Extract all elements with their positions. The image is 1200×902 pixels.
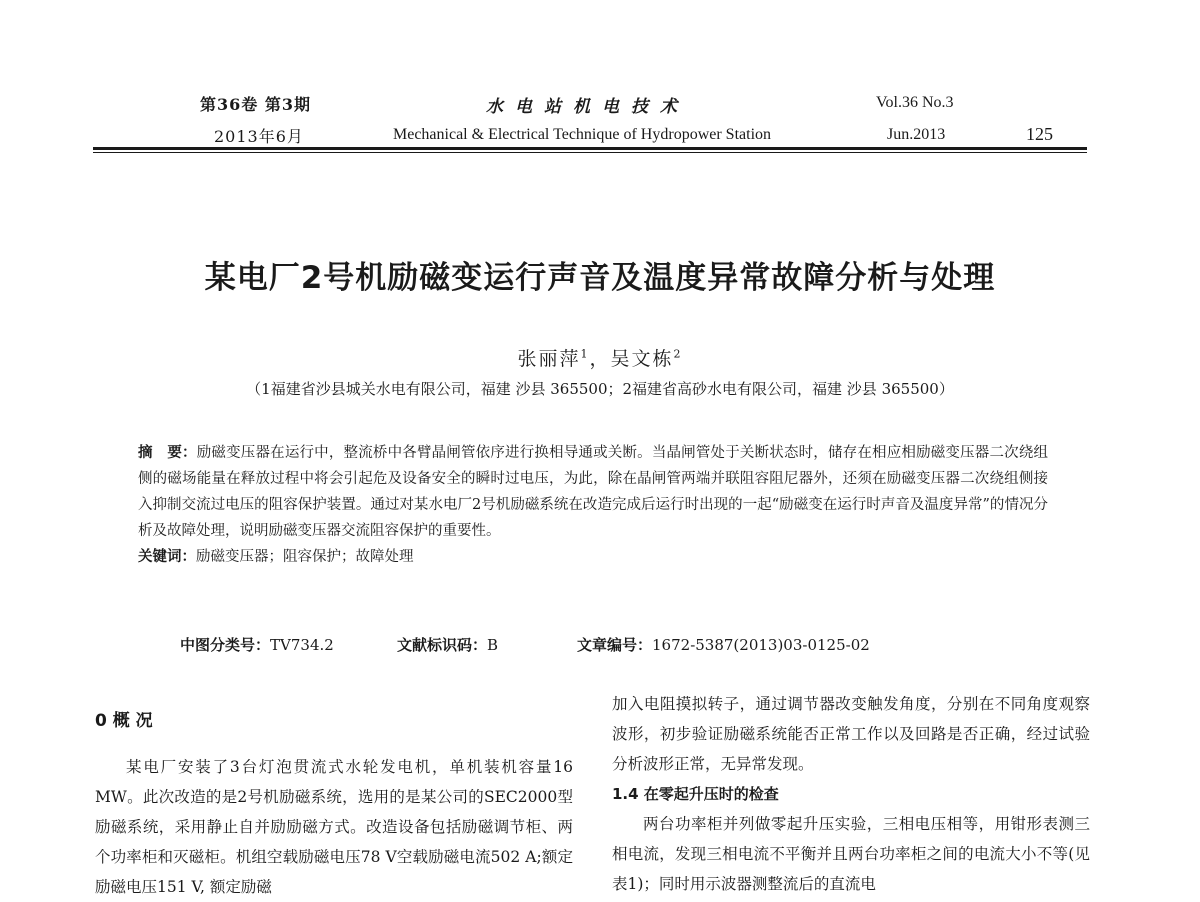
keywords-label: 关键词： xyxy=(138,549,196,565)
section-14-paragraph: 两台功率柜并列做零起升压实验，三相电压相等，用钳形表测三相电流，发现三相电流不平衡并且两台功率柜之间的电流大小不等(见表1)；同时用示波器测整流后的直流电 xyxy=(612,815,1090,893)
body-right-column xyxy=(612,689,1090,899)
doc-value: B xyxy=(487,636,499,654)
page-number: 125 xyxy=(1026,124,1053,144)
section-14-heading: 1.4 在零起升压时的检查 xyxy=(612,785,779,803)
author-2: ，吴文栋 xyxy=(589,348,674,370)
section-0-heading: 0 概 况 xyxy=(95,711,153,731)
abstract-label: 摘 要： xyxy=(138,445,197,461)
clc-value: TV734.2 xyxy=(270,636,334,654)
article-affiliation: （1福建省沙县城关水电有限公司，福建 沙县 365500；2福建省高砂水电有限公司，福建 沙县 365500） xyxy=(246,380,954,398)
body-left-column xyxy=(95,706,573,902)
clc-label: 中图分类号： xyxy=(180,636,271,654)
article-authors xyxy=(0,344,1200,371)
abstract-paragraph xyxy=(138,440,1048,544)
section-13-continuation: 加入电阻摸拟转子，通过调节器改变触发角度，分别在不同角度观察波形，初步验证励磁系统能否正常工作以及回路是否正确，经过试验分析波形正常，无异常发现。 xyxy=(612,695,1090,773)
author-1-affil-mark: 1 xyxy=(580,347,590,361)
section-0-paragraph: 某电厂安装了3台灯泡贯流式水轮发电机，单机装机容量16 MW。此次改造的是2号机励磁系统，选用的是某公司的SEC2000型励磁系统，采用静止自并励励磁方式。改造设备包括励磁调节柜、两个功率柜和灭磁柜。机组空载励磁电压78 V空载励磁电流502 A;额定励磁电压151 V, 额定励磁 xyxy=(95,758,573,896)
clc-number xyxy=(180,634,334,655)
header-volume-cn: 第36卷 第3期 xyxy=(200,95,311,114)
abstract-block xyxy=(138,440,1048,570)
header-volume-en: Vol.36 No.3 xyxy=(876,94,954,111)
author-2-affil-mark: 2 xyxy=(673,347,683,361)
header-date-en: Jun.2013 xyxy=(887,126,946,143)
header-date-cn: 2013年6月 xyxy=(214,127,304,146)
header-rule-thin xyxy=(93,152,1087,153)
abstract-text: 励磁变压器在运行中，整流桥中各臂晶闸管依序进行换相导通或关断。当晶闸管处于关断状态时，储存在相应相励磁变压器二次绕组侧的磁场能量在释放过程中将会引起危及设备安全的瞬时过电压，为此，除在晶闸管两端并联阻容阻尼器外，还须在励磁变压器二次绕组侧接入抑制交流过电压的阻容保护装置。通过对某水电厂2号机励磁系统在改造完成后运行时出现的一起“励磁变在运行时声音及温度异常”的情况分析及故障处理，说明励磁变压器交流阻容保护的重要性。 xyxy=(138,445,1049,539)
keywords-text: 励磁变压器；阻容保护；故障处理 xyxy=(196,549,414,565)
header-rule-thick xyxy=(93,147,1087,150)
header-journal-en: Mechanical & Electrical Technique of Hydropower Station xyxy=(393,126,772,143)
header-journal-cn: 水电站机电技术 xyxy=(486,97,689,117)
article-number xyxy=(577,634,870,655)
author-1: 张丽萍 xyxy=(517,348,581,370)
article-title: 某电厂2号机励磁变运行声音及温度异常故障分析与处理 xyxy=(204,260,996,296)
keywords-row xyxy=(138,544,1048,570)
doc-label: 文献标识码： xyxy=(397,636,488,654)
article-number-value: 1672-5387(2013)03-0125-02 xyxy=(652,636,870,654)
article-number-label: 文章编号： xyxy=(577,636,653,654)
document-code xyxy=(397,634,498,655)
